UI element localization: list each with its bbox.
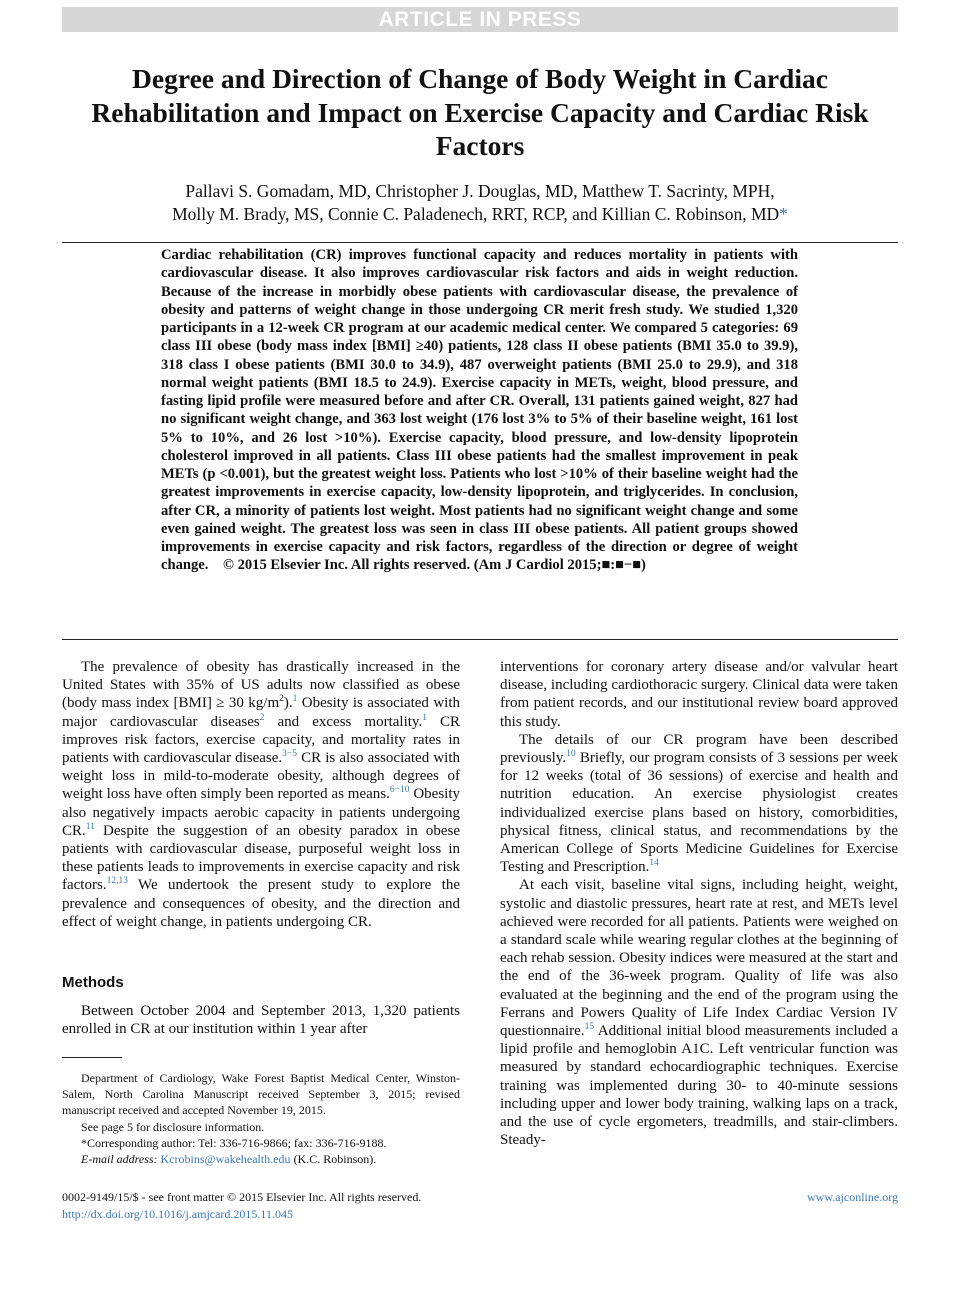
corresponding-author-note: *Corresponding author: Tel: 336-716-9866; fax: 336-716-9188. bbox=[81, 1135, 387, 1150]
right-p3-text-b: Additional initial blood measurements included a lipid profile and hemoglobin A1C. Left ventricular function was measured by standard echocardiographic techniques. Exercise training was implemented during 30- to 40-minute sessions including upper and lower body training, walking laps on a track, and the use of cycle ergometers, treadmills, and stair-climbers. Steady- bbox=[500, 1023, 898, 1149]
intro-text-c: Obesity is associated with major cardiovascular diseases bbox=[62, 695, 461, 730]
right-p2-text-a: The details of our CR program have been described previously. bbox=[500, 731, 898, 767]
abstract-text: Cardiac rehabilitation (CR) improves functional capacity and reduces mortality in patients with cardiovascular disease. It also improves cardiovascular risk factors and aids in weight reduction. Because of the increase in morbidly obese patients with cardiovascular disease, the prevalence of obesity and patterns of weight change in those undergoing CR merit fresh study. We studied 1,320 participants in a 12-week CR program at our academic medical center. We compared 5 categories: 69 class III obese (body mass index [BMI] ≥40) patients, 128 class II obese patients (BMI 35.0 to 39.9), 318 class I obese patients (BMI 30.0 to 34.9), 487 overweight patients (BMI 25.0 to 29.9), and 318 normal weight patients (BMI 18.5 to 24.9). Exercise capacity in METs, weight, blood pressure, and fasting lipid profile were measured before and after CR. Overall, 131 patients gained weight, 827 had no significant weight change, and 363 lost weight (176 lost 3% to 5% of their baseline weight, 161 lost 5% to 10%, and 26 lost >10%). Exercise capacity, blood pressure, and low-density lipoprotein cholesterol improved in all patients. Class III obese patients had the smallest improvement in peak METs (p <0.001), but the greatest weight loss. Patients who lost >10% of their baseline weight had the greatest improvements in exercise capacity, low-density lipoprotein, and triglycerides. In conclusion, after CR, a minority of patients lost weight. Most patients had no significant weight change and some even gained weight. The greatest loss was seen in class III obese patients. All patient groups showed improvements in exercise capacity and risk factors, regardless of the direction or degree of weight change. bbox=[161, 247, 798, 574]
citation-link[interactable]: 1 bbox=[292, 694, 298, 705]
right-paragraph-2 bbox=[500, 731, 898, 877]
right-p2-text-b: Briefly, our program consists of 3 sessions per week for 12 weeks (total of 36 sessions) of exercise and health and nutrition education. An exercise physiologist creates individualized exercise plans based on history, comorbidities, physical fitness, clinical status, and recommendations by the American College of Sports Medicine Guidelines for Exercise Testing and Prescription. bbox=[500, 750, 898, 876]
intro-text-e: CR improves risk factors, exercise capacity, and mortality rates in patients with cardiovascular disease. bbox=[62, 713, 460, 767]
doi-link[interactable]: http://dx.doi.org/10.1016/j.amjcard.2015.11.045 bbox=[62, 1207, 293, 1221]
abstract-copyright: © 2015 Elsevier Inc. All rights reserved. (Am J Cardiol 2015;■:■−■) bbox=[223, 557, 646, 574]
abstract bbox=[161, 246, 798, 575]
article-title: Degree and Direction of Change of Body Weight in Cardiac Rehabilitation and Impact on Exercise Capacity and Cardiac Risk Factors bbox=[91, 63, 869, 161]
left-column bbox=[62, 658, 460, 931]
intro-text-g: Obesity also negatively impacts aerobic capacity in patients undergoing CR. bbox=[62, 786, 460, 839]
citation-link[interactable]: 14 bbox=[649, 858, 659, 869]
email-label: E-mail address: bbox=[81, 1152, 158, 1167]
right-p3-text-a: At each visit, baseline vital signs, including height, weight, systolic and diastolic pressures, heart rate at rest, and METs level achieved were recorded for all patients. Patients were weighed on a standard scale while wearing regular clothes at the beginning of each rehab session. Obesity indices were measured at the start and the end of the 36-week program. Quality of life was also evaluated at the beginning and the end of the program using the Ferrans and Powers Quality of Life Index Cardiac Version IV questionnaire. bbox=[500, 877, 898, 1040]
intro-text-a: The prevalence of obesity has drastically increased in the United States with 35% of US adults now classified as obese (body mass index [BMI] ≥ 30 kg/m bbox=[62, 659, 460, 712]
intro-text-b: ). bbox=[283, 695, 293, 712]
intro-text-h: Despite the suggestion of an obesity paradox in obese patients with cardiovascular disease, purposeful weight loss in these patients leads to improvements in exercise capacity and risk factors. bbox=[62, 822, 460, 894]
corresponding-author-link[interactable]: * bbox=[779, 204, 788, 224]
citation-link[interactable]: 1 bbox=[422, 712, 427, 723]
author-list bbox=[80, 180, 880, 226]
issn-line: 0002-9149/15/$ - see front matter © 2015 Elsevier Inc. All rights reserved. bbox=[62, 1190, 422, 1204]
intro-text-f: CR is also associated with weight loss in mild-to-moderate obesity, although degrees of weight loss have often simply been reported as means. bbox=[62, 750, 460, 803]
methods-paragraph: Between October 2004 and September 2013, 1,320 patients enrolled in CR at our institution within 1 year after bbox=[62, 1003, 460, 1038]
intro-text-d: and excess mortality. bbox=[264, 713, 423, 730]
citation-link[interactable]: 11 bbox=[85, 821, 95, 832]
citation-link[interactable]: 10 bbox=[566, 749, 576, 760]
email-link[interactable]: Kcrobins@wakehealth.edu bbox=[160, 1152, 291, 1167]
citation-link[interactable]: 15 bbox=[584, 1022, 595, 1033]
methods-heading: Methods bbox=[62, 974, 124, 991]
author-line-1: Pallavi S. Gomadam, MD, Christopher J. Douglas, MD, Matthew T. Sacrinty, MPH, bbox=[185, 181, 775, 201]
citation-link[interactable]: 2 bbox=[259, 712, 265, 723]
email-suffix: (K.C. Robinson). bbox=[290, 1152, 377, 1167]
disclosure-note: See page 5 for disclosure information. bbox=[81, 1119, 265, 1134]
citation-link[interactable]: 3−5 bbox=[282, 749, 297, 760]
abstract-top-rule bbox=[62, 242, 898, 243]
footnote-rule bbox=[62, 1057, 122, 1058]
squared-superscript: 2 bbox=[279, 694, 284, 705]
right-paragraph-3 bbox=[500, 876, 898, 1149]
footnotes bbox=[62, 1070, 460, 1167]
citation-link[interactable]: 12,13 bbox=[106, 876, 128, 887]
affiliation-note: Department of Cardiology, Wake Forest Baptist Medical Center, Winston-Salem, North Carolina Manuscript received September 3, 2015; revised manuscript received and accepted November 19, 2015. bbox=[62, 1071, 460, 1118]
author-line-2-text: Molly M. Brady, MS, Connie C. Paladenech, RRT, RCP, and Killian C. Robinson, MD bbox=[172, 204, 780, 224]
abstract-bottom-rule bbox=[62, 639, 898, 640]
right-column bbox=[500, 658, 898, 1149]
citation-link[interactable]: 6−10 bbox=[389, 785, 410, 796]
author-line-2 bbox=[80, 203, 880, 226]
intro-paragraph bbox=[62, 658, 460, 931]
right-paragraph-1: interventions for coronary artery disease and/or valvular heart disease, including cardiothoracic surgery. Clinical data were taken from patient records, and our institutional review board approved this study. bbox=[500, 659, 898, 730]
article-in-press-banner: ARTICLE IN PRESS bbox=[62, 7, 898, 32]
footer-left bbox=[62, 1189, 421, 1223]
intro-text-i: We undertook the present study to explore the prevalence and consequences of obesity, and the direction and effect of weight change, in patients undergoing CR. bbox=[62, 877, 460, 930]
email-note bbox=[62, 1151, 460, 1167]
journal-website-link[interactable]: www.ajconline.org bbox=[807, 1190, 898, 1204]
